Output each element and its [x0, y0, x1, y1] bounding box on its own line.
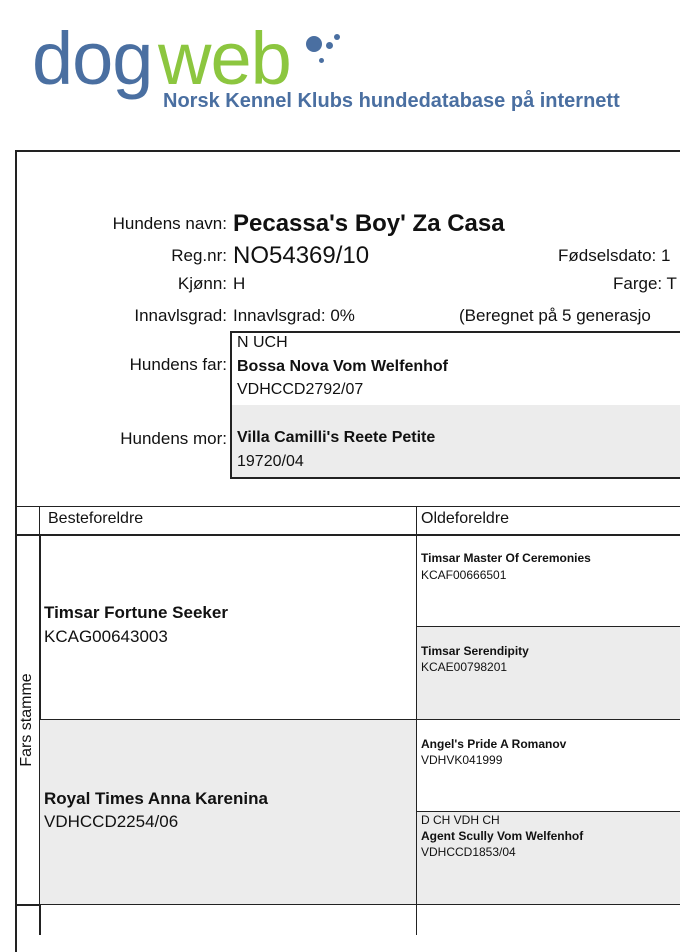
inbreeding-value: Innavlsgrad: 0%: [233, 306, 355, 325]
mother-reg: 19720/04: [237, 453, 304, 470]
great-grandparent-reg: VDHCCD1853/04: [421, 845, 516, 859]
logo-dot-icon: [326, 42, 333, 49]
inbreeding-note: (Beregnet på 5 generasjo: [459, 306, 651, 325]
logo-tagline: Norsk Kennel Klubs hundedatabase på internett: [163, 90, 620, 112]
great-grandparent-name[interactable]: Agent Scully Vom Welfenhof: [421, 829, 584, 843]
sex-value: H: [233, 274, 246, 293]
mother-name[interactable]: Villa Camilli's Reete Petite: [237, 429, 436, 446]
great-grandparent-cell[interactable]: [416, 626, 680, 720]
logo-dot-icon: [334, 34, 340, 40]
logo-dot-icon: [319, 58, 324, 63]
grandparent-cell[interactable]: [39, 719, 417, 905]
father-title: N UCH: [237, 334, 288, 351]
great-grandparents-header-text: Oldeforeldre: [421, 510, 510, 527]
dogweb-logo[interactable]: [32, 18, 680, 118]
great-grandparents-header: [416, 506, 680, 536]
grandparent-name[interactable]: Royal Times Anna Karenina: [44, 789, 268, 808]
logo-word-web: web: [158, 17, 291, 100]
fars-stamme-text: Fars stamme: [18, 673, 35, 767]
great-grandparent-cell[interactable]: [416, 811, 680, 905]
birth-date-label: Fødselsdato: 1: [558, 246, 671, 265]
great-grandparent-title: D CH VDH CH: [421, 813, 500, 827]
great-grandparent-cell[interactable]: [416, 534, 680, 627]
inbreeding-row: [0, 306, 680, 328]
side-column-next: [15, 904, 41, 935]
reg-number: NO54369/10: [233, 242, 370, 269]
great-grandparent-cell-next: [416, 904, 680, 935]
mother-label: Hundens mor:: [120, 429, 227, 448]
grandparents-header-text: Besteforeldre: [48, 510, 144, 527]
grandparents-header: [39, 506, 417, 536]
great-grandparent-name[interactable]: Angel's Pride A Romanov: [421, 737, 567, 751]
grandparent-cell[interactable]: [39, 534, 417, 720]
father-name[interactable]: Bossa Nova Vom Welfenhof: [237, 358, 448, 375]
fars-stamme-label: [16, 660, 38, 780]
sex-label: Kjønn:: [177, 274, 227, 293]
father-reg: VDHCCD2792/07: [237, 381, 364, 398]
great-grandparent-reg: KCAE00798201: [421, 660, 508, 674]
father-box[interactable]: [230, 331, 680, 407]
great-grandparent-cell[interactable]: [416, 719, 680, 812]
logo-word-dog: dog: [32, 17, 153, 100]
father-label: Hundens far:: [129, 355, 227, 374]
great-grandparent-reg: KCAF00666501: [421, 568, 507, 582]
dog-name-label: Hundens navn:: [112, 214, 227, 233]
dog-name: Pecassa's Boy' Za Casa: [233, 210, 505, 237]
reg-label: Reg.nr:: [171, 246, 227, 265]
dog-name-row: [0, 210, 680, 240]
logo-dot-icon: [306, 36, 322, 52]
color-label: Farge: T: [613, 274, 677, 293]
grandparent-name[interactable]: Timsar Fortune Seeker: [44, 603, 228, 622]
mother-box[interactable]: [230, 405, 680, 479]
reg-row: [0, 242, 680, 270]
sex-row: [0, 274, 680, 296]
pedigree-corner: [15, 506, 40, 536]
inbreeding-label: Innavlsgrad:: [134, 306, 227, 325]
great-grandparent-reg: VDHVK041999: [421, 753, 503, 767]
great-grandparent-name[interactable]: Timsar Serendipity: [421, 644, 529, 658]
great-grandparent-name[interactable]: Timsar Master Of Ceremonies: [421, 551, 591, 565]
grandparent-reg: KCAG00643003: [44, 627, 168, 646]
grandparent-reg: VDHCCD2254/06: [44, 812, 179, 831]
grandparent-cell-next: [39, 904, 417, 935]
